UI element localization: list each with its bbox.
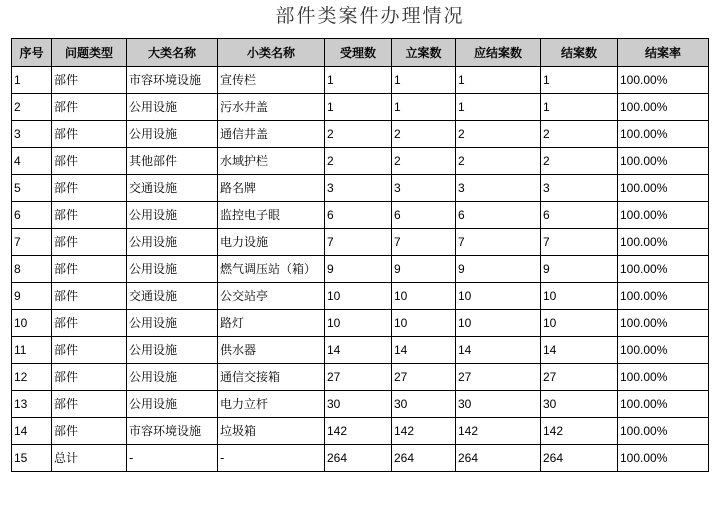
cell-major-category: 公用设施 [127, 94, 218, 121]
cell-minor-category: 路名牌 [218, 175, 325, 202]
cell-close-rate: 100.00% [618, 67, 709, 94]
cell-filed-count: 1 [392, 67, 456, 94]
cell-major-category: 公用设施 [127, 310, 218, 337]
cell-major-category: 公用设施 [127, 229, 218, 256]
cell-closed-count: 2 [541, 121, 618, 148]
cell-filed-count: 6 [392, 202, 456, 229]
cell-index: 9 [12, 283, 52, 310]
table-header-row [12, 39, 709, 67]
cell-due-count: 6 [456, 202, 541, 229]
header-closed-count: 结案数 [541, 39, 618, 67]
cell-close-rate: 100.00% [618, 175, 709, 202]
cell-filed-count: 2 [392, 148, 456, 175]
table-row [12, 175, 709, 202]
cell-minor-category: 供水器 [218, 337, 325, 364]
cell-accepted-count: 10 [325, 283, 392, 310]
cell-major-category: 市容环境设施 [127, 67, 218, 94]
cell-index: 3 [12, 121, 52, 148]
cell-problem-type: 部件 [52, 121, 127, 148]
cell-index: 5 [12, 175, 52, 202]
cell-due-count: 10 [456, 310, 541, 337]
header-accepted-count: 受理数 [325, 39, 392, 67]
cell-major-category: 公用设施 [127, 202, 218, 229]
table-row [12, 202, 709, 229]
cell-problem-type: 部件 [52, 337, 127, 364]
cell-accepted-count: 7 [325, 229, 392, 256]
cell-problem-type: 部件 [52, 94, 127, 121]
cell-due-count: 142 [456, 418, 541, 445]
cell-minor-category: - [218, 445, 325, 472]
cell-due-count: 10 [456, 283, 541, 310]
header-problem-type: 问题类型 [52, 39, 127, 67]
cell-filed-count: 9 [392, 256, 456, 283]
cell-close-rate: 100.00% [618, 337, 709, 364]
cell-filed-count: 2 [392, 121, 456, 148]
cell-filed-count: 10 [392, 310, 456, 337]
cell-problem-type: 部件 [52, 148, 127, 175]
cell-filed-count: 7 [392, 229, 456, 256]
cell-filed-count: 3 [392, 175, 456, 202]
cell-filed-count: 1 [392, 94, 456, 121]
cell-problem-type: 总计 [52, 445, 127, 472]
cell-close-rate: 100.00% [618, 94, 709, 121]
header-close-rate: 结案率 [618, 39, 709, 67]
cell-index: 7 [12, 229, 52, 256]
cell-problem-type: 部件 [52, 202, 127, 229]
cell-index: 6 [12, 202, 52, 229]
cell-closed-count: 1 [541, 67, 618, 94]
cell-due-count: 264 [456, 445, 541, 472]
cell-index: 4 [12, 148, 52, 175]
cell-minor-category: 垃圾箱 [218, 418, 325, 445]
cell-problem-type: 部件 [52, 256, 127, 283]
cell-due-count: 1 [456, 67, 541, 94]
header-major-category: 大类名称 [127, 39, 218, 67]
table-row [12, 364, 709, 391]
cell-filed-count: 14 [392, 337, 456, 364]
cell-filed-count: 27 [392, 364, 456, 391]
cell-closed-count: 264 [541, 445, 618, 472]
cell-major-category: 公用设施 [127, 391, 218, 418]
table-row [12, 148, 709, 175]
cell-minor-category: 水域护栏 [218, 148, 325, 175]
cell-close-rate: 100.00% [618, 364, 709, 391]
cell-filed-count: 264 [392, 445, 456, 472]
cell-problem-type: 部件 [52, 364, 127, 391]
cell-problem-type: 部件 [52, 310, 127, 337]
cell-closed-count: 27 [541, 364, 618, 391]
cell-minor-category: 路灯 [218, 310, 325, 337]
cell-minor-category: 宣传栏 [218, 67, 325, 94]
table-row [12, 121, 709, 148]
cell-major-category: 公用设施 [127, 121, 218, 148]
cell-closed-count: 14 [541, 337, 618, 364]
table-row [12, 229, 709, 256]
cell-index: 2 [12, 94, 52, 121]
cell-closed-count: 9 [541, 256, 618, 283]
cell-accepted-count: 10 [325, 310, 392, 337]
cell-close-rate: 100.00% [618, 310, 709, 337]
cell-closed-count: 142 [541, 418, 618, 445]
cell-close-rate: 100.00% [618, 202, 709, 229]
cell-close-rate: 100.00% [618, 283, 709, 310]
cell-index: 12 [12, 364, 52, 391]
table-row [12, 418, 709, 445]
header-index: 序号 [12, 39, 52, 67]
cell-minor-category: 监控电子眼 [218, 202, 325, 229]
cell-accepted-count: 14 [325, 337, 392, 364]
report-title: 部件类案件办理情况 [275, 5, 465, 27]
cell-accepted-count: 3 [325, 175, 392, 202]
table-row [12, 391, 709, 418]
cell-due-count: 3 [456, 175, 541, 202]
cell-filed-count: 142 [392, 418, 456, 445]
cell-close-rate: 100.00% [618, 121, 709, 148]
cell-closed-count: 3 [541, 175, 618, 202]
cell-index: 10 [12, 310, 52, 337]
table-row [12, 256, 709, 283]
cell-close-rate: 100.00% [618, 391, 709, 418]
cell-closed-count: 1 [541, 94, 618, 121]
cell-accepted-count: 27 [325, 364, 392, 391]
cell-index: 15 [12, 445, 52, 472]
cell-due-count: 7 [456, 229, 541, 256]
cell-close-rate: 100.00% [618, 256, 709, 283]
cell-close-rate: 100.00% [618, 445, 709, 472]
cell-closed-count: 6 [541, 202, 618, 229]
cell-closed-count: 30 [541, 391, 618, 418]
cell-major-category: 公用设施 [127, 364, 218, 391]
cell-major-category: 交通设施 [127, 283, 218, 310]
cell-index: 11 [12, 337, 52, 364]
cell-minor-category: 通信井盖 [218, 121, 325, 148]
cell-minor-category: 污水井盖 [218, 94, 325, 121]
table-row [12, 67, 709, 94]
cell-due-count: 2 [456, 148, 541, 175]
table-row [12, 445, 709, 472]
case-table [11, 38, 709, 472]
cell-due-count: 2 [456, 121, 541, 148]
cell-filed-count: 30 [392, 391, 456, 418]
cell-accepted-count: 142 [325, 418, 392, 445]
cell-closed-count: 2 [541, 148, 618, 175]
cell-minor-category: 通信交接箱 [218, 364, 325, 391]
cell-close-rate: 100.00% [618, 418, 709, 445]
cell-problem-type: 部件 [52, 175, 127, 202]
cell-problem-type: 部件 [52, 229, 127, 256]
cell-due-count: 9 [456, 256, 541, 283]
header-filed-count: 立案数 [392, 39, 456, 67]
table-row [12, 94, 709, 121]
cell-accepted-count: 6 [325, 202, 392, 229]
cell-index: 8 [12, 256, 52, 283]
cell-minor-category: 电力设施 [218, 229, 325, 256]
cell-problem-type: 部件 [52, 391, 127, 418]
cell-due-count: 14 [456, 337, 541, 364]
table-row [12, 337, 709, 364]
table-body [12, 67, 709, 472]
cell-accepted-count: 264 [325, 445, 392, 472]
cell-problem-type: 部件 [52, 418, 127, 445]
cell-accepted-count: 1 [325, 67, 392, 94]
cell-problem-type: 部件 [52, 67, 127, 94]
cell-problem-type: 部件 [52, 283, 127, 310]
cell-accepted-count: 30 [325, 391, 392, 418]
cell-accepted-count: 9 [325, 256, 392, 283]
cell-major-category: 公用设施 [127, 256, 218, 283]
cell-index: 1 [12, 67, 52, 94]
cell-major-category: 交通设施 [127, 175, 218, 202]
cell-accepted-count: 2 [325, 121, 392, 148]
cell-minor-category: 公交站亭 [218, 283, 325, 310]
table-row [12, 283, 709, 310]
cell-due-count: 27 [456, 364, 541, 391]
cell-index: 14 [12, 418, 52, 445]
cell-major-category: 其他部件 [127, 148, 218, 175]
cell-filed-count: 10 [392, 283, 456, 310]
cell-closed-count: 10 [541, 310, 618, 337]
header-due-count: 应结案数 [456, 39, 541, 67]
cell-closed-count: 10 [541, 283, 618, 310]
table-row [12, 310, 709, 337]
cell-major-category: 市容环境设施 [127, 418, 218, 445]
cell-minor-category: 电力立杆 [218, 391, 325, 418]
cell-close-rate: 100.00% [618, 229, 709, 256]
cell-major-category: - [127, 445, 218, 472]
header-minor-category: 小类名称 [218, 39, 325, 67]
cell-index: 13 [12, 391, 52, 418]
cell-accepted-count: 2 [325, 148, 392, 175]
cell-due-count: 30 [456, 391, 541, 418]
cell-due-count: 1 [456, 94, 541, 121]
cell-minor-category: 燃气调压站（箱） [218, 256, 325, 283]
cell-major-category: 公用设施 [127, 337, 218, 364]
cell-accepted-count: 1 [325, 94, 392, 121]
cell-close-rate: 100.00% [618, 148, 709, 175]
cell-closed-count: 7 [541, 229, 618, 256]
